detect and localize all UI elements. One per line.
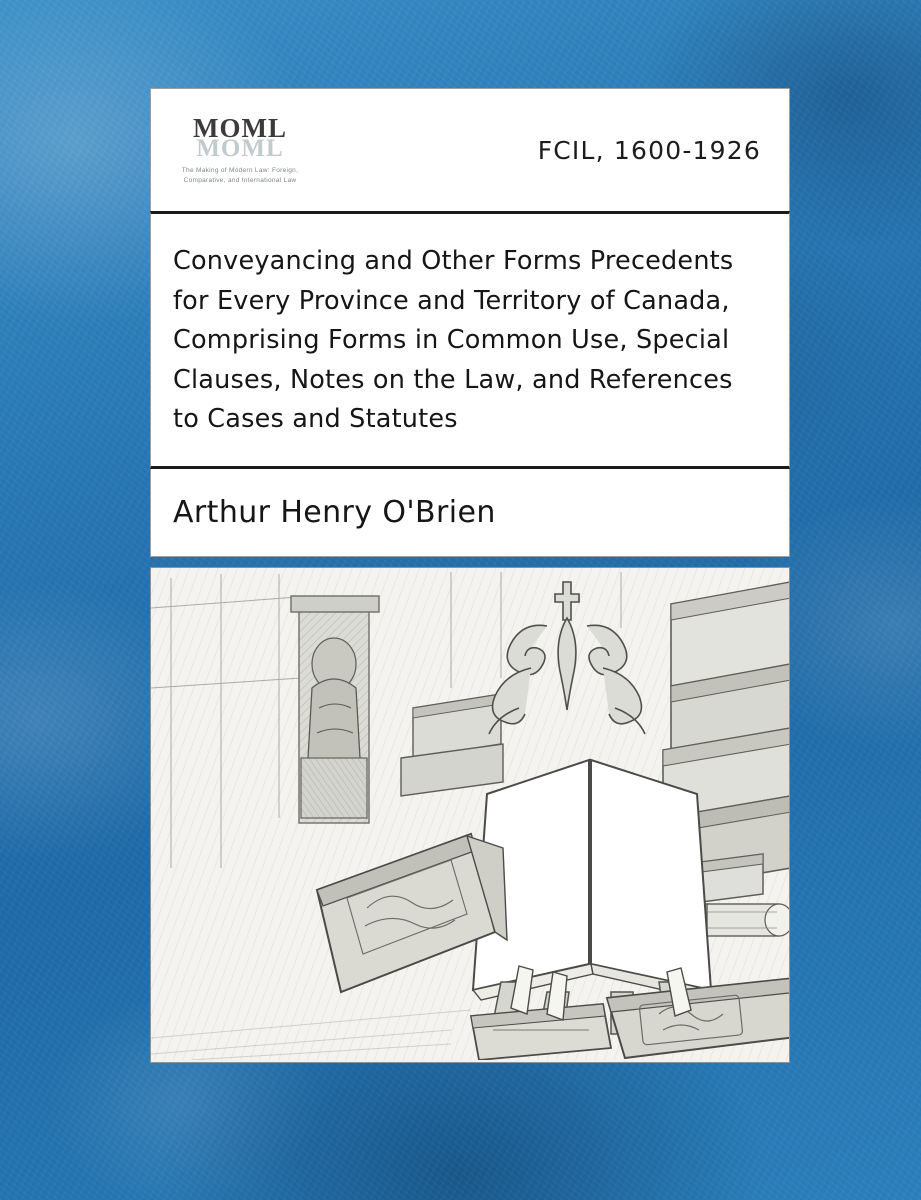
author-name: Arthur Henry O'Brien [173, 494, 496, 530]
moml-logo [165, 115, 315, 186]
cover-title-block [150, 211, 790, 469]
cover-header [150, 88, 790, 212]
collection-label: FCIL, 1600-1926 [537, 136, 761, 165]
moml-logo-main-text: MOML [193, 113, 287, 144]
antique-books-engraving-icon [151, 568, 789, 1060]
moml-logo-subtitle: The Making of Modern Law: Foreign, Comparative, and International Law [181, 167, 299, 184]
cover-illustration [150, 567, 790, 1063]
book-cover [150, 88, 790, 1104]
cover-author-block [150, 469, 790, 557]
moml-logo-ghost-text: MOML [196, 135, 284, 163]
page-title: Conveyancing and Other Forms Precedents for Every Province and Territory of Canada, Comprising Forms in Common Use, Special Clauses, Notes on the Law, and References to Cases and Statutes [173, 246, 734, 435]
